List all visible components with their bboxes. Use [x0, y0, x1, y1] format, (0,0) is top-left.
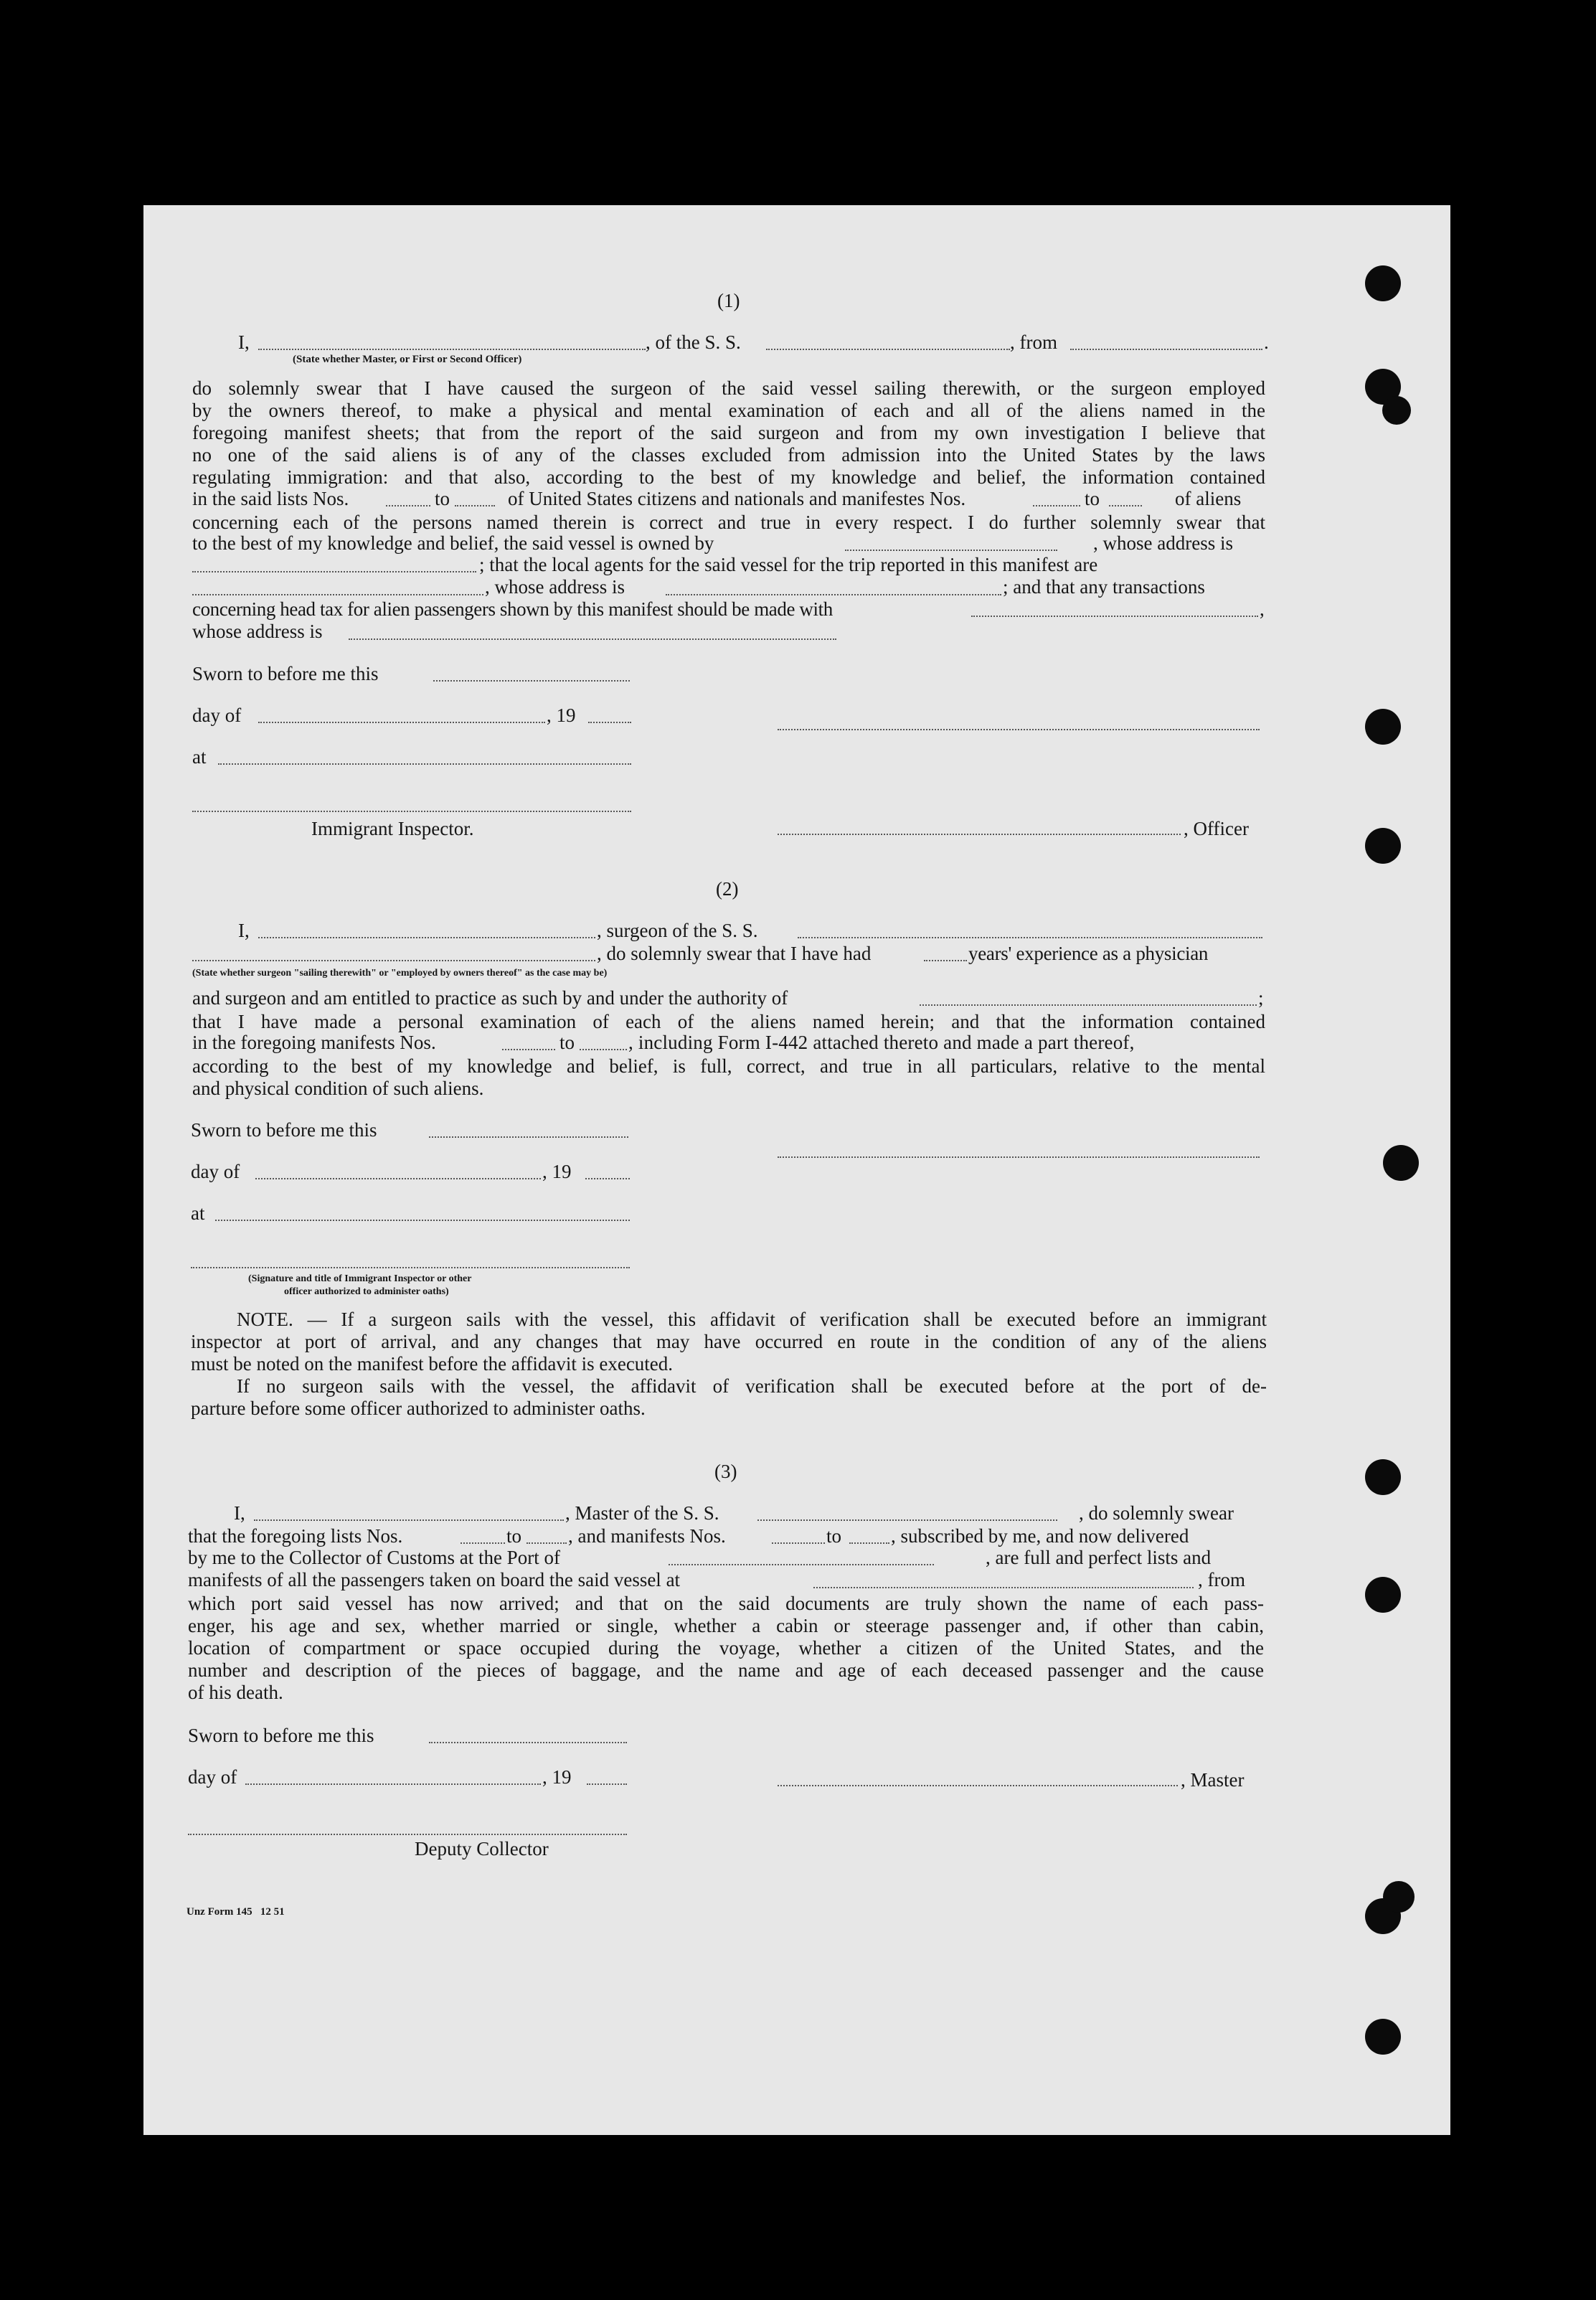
punch-hole	[1383, 1881, 1415, 1913]
punch-hole	[1365, 828, 1401, 864]
to-label-5: to	[826, 1525, 842, 1547]
from-port-field[interactable]	[1070, 349, 1262, 350]
year-field-3[interactable]	[587, 1783, 627, 1785]
signature-title-note-2: officer authorized to administer oaths)	[284, 1286, 449, 1297]
sworn-label-1: Sworn to before me this	[192, 663, 379, 684]
master-of-ss-label: , Master of the S. S.	[565, 1502, 719, 1524]
lists-from-field[interactable]	[386, 505, 430, 506]
foregoing-manifests-label: in the foregoing manifests Nos.	[192, 1032, 436, 1053]
sworn-date-field-3[interactable]	[429, 1742, 627, 1743]
at-label-1: at	[192, 746, 207, 768]
day-of-label-3: day of	[188, 1766, 237, 1788]
surgeon-of-ss-label: , surgeon of the S. S.	[597, 920, 758, 941]
sworn-label-3: Sworn to before me this	[188, 1725, 374, 1746]
surgeon-signature-field[interactable]	[778, 1156, 1260, 1158]
surgeon-i: I,	[238, 920, 250, 941]
s3-lists-to-field[interactable]	[527, 1542, 567, 1544]
punch-hole	[1365, 2019, 1401, 2055]
comma: ,	[1260, 598, 1265, 620]
collector-signature-field[interactable]	[188, 1834, 627, 1835]
to-label-2: to	[1085, 488, 1100, 509]
deputy-collector-label: Deputy Collector	[415, 1838, 549, 1860]
final-address-label: whose address is	[192, 621, 323, 642]
form-number: Unz Form 145 12 51	[186, 1906, 285, 1918]
officer-label: , Officer	[1184, 818, 1249, 839]
master-name-field[interactable]	[254, 1519, 564, 1521]
agents-address-field[interactable]	[666, 594, 1001, 595]
surgeon-status-field[interactable]	[192, 960, 595, 961]
local-agents-label: ; that the local agents for the said vessel for the trip reported in this manifest are	[479, 554, 1098, 575]
to-label-4: to	[506, 1525, 522, 1547]
day-of-label-2: day of	[191, 1161, 240, 1182]
from-label-2: , from	[1198, 1569, 1245, 1590]
punch-hole	[1365, 1459, 1401, 1495]
location-field-1[interactable]	[218, 763, 631, 765]
manifest-from-field[interactable]	[1033, 505, 1080, 506]
owner-field[interactable]	[845, 550, 1057, 551]
lists-to-field[interactable]	[455, 505, 495, 506]
full-perfect-label: , are full and perfect lists and	[986, 1547, 1212, 1568]
citizens-label: of United States citizens and nationals and manifestes Nos.	[508, 488, 966, 509]
section-3-body: which port said vessel has now arrived; and that on the said documents are truly shown the name of each pass- enger, his age and sex, whether married or single, whether a cabin or steerage passenger and, if other than cabin, location of compartment or space occupied during the voyage, whether a citizen of the United States, and the number and description of the pieces of baggage, and the name and age of each deceased passenger and the cause of his death.	[188, 1593, 1264, 1703]
head-tax-field[interactable]	[971, 616, 1258, 617]
final-address-field[interactable]	[349, 638, 836, 640]
s3-manifest-to-field[interactable]	[849, 1542, 889, 1544]
of-aliens-label: of aliens	[1175, 488, 1242, 509]
manifests-to-field[interactable]	[580, 1049, 627, 1050]
month-field-1[interactable]	[258, 722, 545, 723]
vessel-name-field[interactable]	[766, 349, 1010, 350]
authority-label: and surgeon and am entitled to practice as such by and under the authority of	[192, 987, 788, 1009]
surgeon-name-field[interactable]	[258, 937, 595, 938]
punch-hole	[1365, 265, 1401, 301]
master-i: I,	[234, 1502, 245, 1524]
of-the-ss-label: , of the S. S.	[646, 331, 741, 353]
lists-nos-label: in the said lists Nos.	[192, 488, 349, 509]
owned-by-label: to the best of my knowledge and belief, the said vessel is owned by	[192, 532, 714, 554]
section-2-body-1: that I have made a personal examination of each of the aliens named herein; and that the information contained	[192, 1011, 1265, 1032]
authority-field[interactable]	[920, 1004, 1257, 1006]
location-field-2[interactable]	[215, 1220, 630, 1221]
master-label: , Master	[1181, 1769, 1245, 1791]
to-label-3: to	[559, 1032, 575, 1053]
day-of-label-1: day of	[192, 704, 242, 726]
sworn-label-2: Sworn to before me this	[191, 1119, 377, 1141]
month-field-2[interactable]	[255, 1178, 541, 1179]
surgeon-status-note: (State whether surgeon "sailing therewith" or "employed by owners thereof" as the case may be)	[192, 968, 608, 979]
years-field[interactable]	[924, 960, 967, 961]
officer-title-field[interactable]	[778, 834, 1181, 835]
section-1-number: (1)	[717, 290, 740, 311]
swear-experience-label: , do solemnly swear that I have had	[597, 943, 872, 964]
affiant-i: I,	[238, 331, 250, 353]
port-field[interactable]	[669, 1564, 934, 1565]
collector-port-label: by me to the Collector of Customs at the Port of	[188, 1547, 560, 1568]
to-label: to	[435, 488, 450, 509]
year-field-1[interactable]	[588, 722, 631, 723]
agents-address-label: , whose address is	[485, 576, 625, 598]
sworn-date-field-1[interactable]	[433, 680, 630, 682]
head-tax-label: concerning head tax for alien passengers shown by this manifest should be made with	[192, 598, 833, 620]
year-label-2: , 19	[542, 1161, 572, 1182]
section-3-number: (3)	[714, 1461, 737, 1482]
no-surgeon-note: If no surgeon sails with the vessel, the affidavit of verification shall be executed before at the port of de- parture before some officer authorized to administer oaths.	[191, 1375, 1267, 1419]
punch-hole	[1383, 1145, 1419, 1181]
manifests-from-field[interactable]	[502, 1049, 555, 1050]
punch-hole	[1365, 1577, 1401, 1613]
year-label-1: , 19	[547, 704, 576, 726]
officer-signature-field-1[interactable]	[778, 729, 1260, 730]
owner-address-label: , whose address is	[1093, 532, 1233, 554]
section-2-number: (2)	[716, 878, 739, 900]
officer-name-field[interactable]	[258, 349, 646, 350]
subscribed-label: , subscribed by me, and now delivered	[891, 1525, 1189, 1547]
manifest-to-field[interactable]	[1109, 505, 1142, 506]
semicolon: ;	[1258, 987, 1264, 1009]
signature-title-note-1: (Signature and title of Immigrant Inspector or other	[248, 1273, 472, 1284]
form-i442-label: , including Form I-442 attached thereto and made a part thereof,	[628, 1032, 1135, 1053]
officer-rank-note: (State whether Master, or First or Second Officer)	[293, 354, 522, 365]
years-experience-label: years' experience as a physician	[968, 943, 1209, 964]
at-label-2: at	[191, 1202, 205, 1224]
from-label: , from	[1010, 331, 1057, 353]
sworn-date-field-2[interactable]	[429, 1136, 628, 1138]
and-manifests-label: , and manifests Nos.	[568, 1525, 726, 1547]
foregoing-lists-label: that the foregoing lists Nos.	[188, 1525, 403, 1547]
section-1-body-2: concerning each of the persons named therein is correct and true in every respect. I do further solemnly swear that	[192, 512, 1265, 533]
s3-manifest-from-field[interactable]	[772, 1542, 825, 1544]
period: .	[1264, 331, 1269, 353]
inspector-signature-field-1[interactable]	[192, 811, 631, 812]
punch-hole	[1365, 709, 1401, 745]
punch-hole	[1382, 396, 1411, 425]
month-field-3[interactable]	[245, 1783, 541, 1785]
boarding-port-field[interactable]	[813, 1587, 1194, 1588]
year-field-2[interactable]	[585, 1178, 630, 1179]
s3-lists-from-field[interactable]	[461, 1542, 505, 1544]
section-1-body: do solemnly swear that I have caused the surgeon of the said vessel sailing therewith, or the surgeon employed by the owners thereof, to make a physical and mental examination of each and all of the aliens named in the foregoing manifest sheets; that from the report of the said surgeon and from my own investigation I believe that no one of the said aliens is of any of the classes excluded from admission into the United States by the laws regulating immigration: and that also, according to the best of my knowledge and belief, the information contained	[192, 377, 1265, 488]
surgeon-note: NOTE. — If a surgeon sails with the vessel, this affidavit of verification shall be executed before an immigrant inspector at port of arrival, and any changes that may have occurred en route in the condition of any of the aliens must be noted on the manifest before the affidavit is executed.	[191, 1309, 1267, 1375]
master-swear-label: , do solemnly swear	[1079, 1502, 1234, 1524]
section-2-body-2: according to the best of my knowledge and belief, is full, correct, and true in all particulars, relative to the mental and physical condition of such aliens.	[192, 1055, 1265, 1099]
inspector-signature-field-2[interactable]	[191, 1267, 630, 1268]
owner-address-field[interactable]	[192, 571, 476, 572]
immigrant-inspector-label: Immigrant Inspector.	[311, 818, 474, 839]
taken-on-board-label: manifests of all the passengers taken on board the said vessel at	[188, 1569, 681, 1590]
surgeon-vessel-field[interactable]	[798, 937, 1262, 938]
form-page	[143, 205, 1450, 2135]
transactions-label: ; and that any transactions	[1003, 576, 1205, 598]
master-signature-field[interactable]	[778, 1785, 1178, 1786]
master-vessel-field[interactable]	[757, 1519, 1057, 1521]
agents-field[interactable]	[192, 594, 483, 595]
year-label-3: , 19	[542, 1766, 572, 1788]
